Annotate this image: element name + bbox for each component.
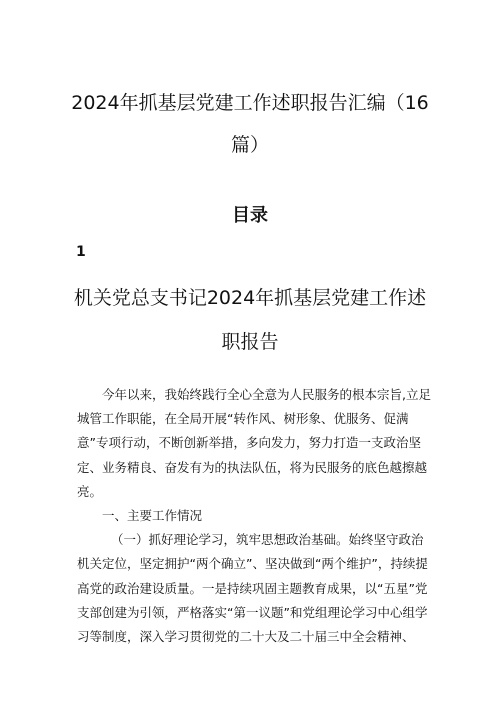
subheading-main-work: 一、主要工作情况 bbox=[102, 508, 203, 524]
toc-item-number: 1 bbox=[76, 244, 86, 260]
toc-heading: 目录 bbox=[232, 205, 268, 226]
document-title: 2024年抓基层党建工作述职报告汇编（16篇） bbox=[71, 92, 429, 156]
section-title: 机关党总支书记2024年抓基层党建工作述职报告 bbox=[73, 287, 427, 353]
body-text bbox=[77, 383, 435, 649]
paragraph-theory-study: （一）抓好理论学习，筑牢思想政治基础。始终坚守政治机关定位，坚定拥护“两个确立”、坚决做到“两个维护”，持续提高党的政治建设质量。一是持续巩固主题教育成果，以“五星”党支部创建为引领，严格落实“第一议题”和党组理论学习中心组学习等制度，深入学习贯彻党的二十大及二十届三中全会精神、 bbox=[77, 532, 428, 645]
intro-paragraph: 今年以来，我始终践行全心全意为人民服务的根本宗旨,立足城管工作职能，在全局开展“转作风、树形象、优服务、促满意”专项行动，不断创新举措，多向发力，努力打造一支政治坚定、业务精良、奋发有为的执法队伍，将为民服务的底色越擦越亮。 bbox=[77, 387, 431, 499]
